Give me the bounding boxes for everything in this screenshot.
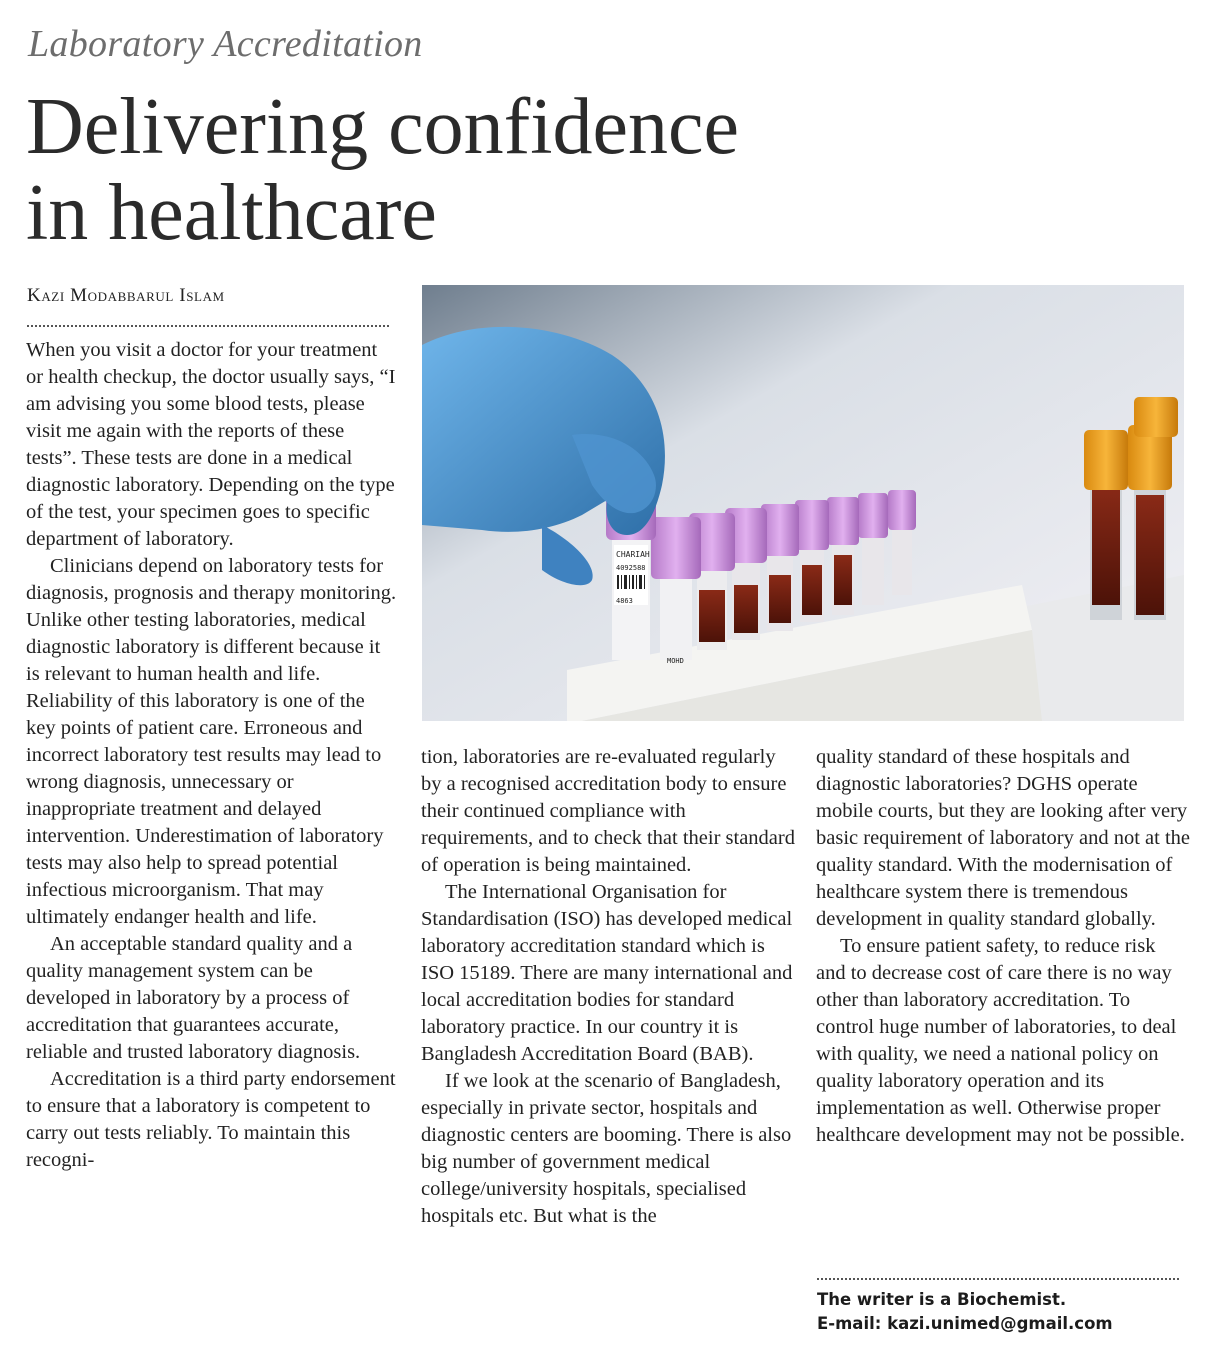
paragraph-1: When you visit a doctor for your treatment or health checkup, the doctor usually says, “I am advising you some blood tests, please visit me again with the reports of these tests”. These tests are done in a medical diagnostic laboratory. Depending on the type of the test, your specimen goes to specific department of laboratory. xyxy=(26,339,396,550)
credit-divider xyxy=(817,1278,1179,1280)
paragraph-3: An acceptable standard quality and a quality management system can be developed in laboratory by a process of accreditation that guarantees accurate, reliable and trusted laboratory diagnosis. xyxy=(26,933,361,1063)
tube-label-2: 4092588 xyxy=(616,564,646,572)
article-column-2 xyxy=(421,744,797,1230)
headline-line-1: Delivering confidence xyxy=(26,83,740,171)
article-column-3 xyxy=(816,744,1190,1149)
paragraph-4: Accreditation is a third party endorsement to ensure that a laboratory is competent to carry out tests reliably. To maintain this recogni- xyxy=(26,1068,396,1171)
article-kicker: Laboratory Accreditation xyxy=(28,23,423,65)
paragraph-8: quality standard of these hospitals and diagnostic laboratories? DGHS operate mobile courts, but they are looking after very basic requirement of laboratory and not at the quality standard. With the modernisation of healthcare system there is tremendous development in quality standard globally. xyxy=(816,746,1190,930)
blood-sample-tubes-photo xyxy=(422,285,1184,721)
paragraph-5: tion, laboratories are re-evaluated regularly by a recognised accreditation body to ensure their continued compliance with requirements, and to check that their standard of operation is being maintained. xyxy=(421,746,795,876)
tube-label-1: CHARIAH xyxy=(616,550,650,559)
paragraph-2: Clinicians depend on laboratory tests for diagnosis, prognosis and therapy monitoring. Unlike other testing laboratories, medical diagnostic laboratory is different because it is relevant to human health and life. Reliability of this laboratory is one of the key points of patient care. Erroneous and incorrect laboratory test results may lead to wrong diagnosis, unnecessary or inappropriate treatment and delayed intervention. Underestimation of laboratory tests may also help to spread potential infectious microorganism. That may ultimately endanger health and life. xyxy=(26,555,397,928)
author-credit xyxy=(817,1288,1197,1336)
article-column-1 xyxy=(26,337,398,1174)
byline-divider xyxy=(27,325,389,327)
tube-label-4: MOHD xyxy=(667,657,684,665)
headline-line-2: in healthcare xyxy=(26,169,437,257)
paragraph-7: If we look at the scenario of Bangladesh, especially in private sector, hospitals and diagnostic centers are booming. There is also big number of government medical college/university hospitals, specialised hospitals etc. But what is the xyxy=(421,1070,792,1227)
author-byline: Kazi Modabbarul Islam xyxy=(27,285,225,306)
credit-role: The writer is a Biochemist. xyxy=(817,1290,1067,1309)
credit-email[interactable]: E-mail: kazi.unimed@gmail.com xyxy=(817,1314,1113,1333)
paragraph-9: To ensure patient safety, to reduce risk and to decrease cost of care there is no way other than laboratory accreditation. To control huge number of laboratories, to deal with quality, we need a national policy on quality laboratory operation and its implementation as well. Otherwise proper healthcare development may not be possible. xyxy=(816,935,1185,1146)
article-headline xyxy=(26,84,1026,256)
paragraph-6: The International Organisation for Standardisation (ISO) has developed medical laboratory accreditation standard which is ISO 15189. There are many international and local accreditation bodies for standard laboratory practice. In our country it is Bangladesh Accreditation Board (BAB). xyxy=(421,881,793,1065)
tube-label-3: 4863 xyxy=(616,597,633,605)
